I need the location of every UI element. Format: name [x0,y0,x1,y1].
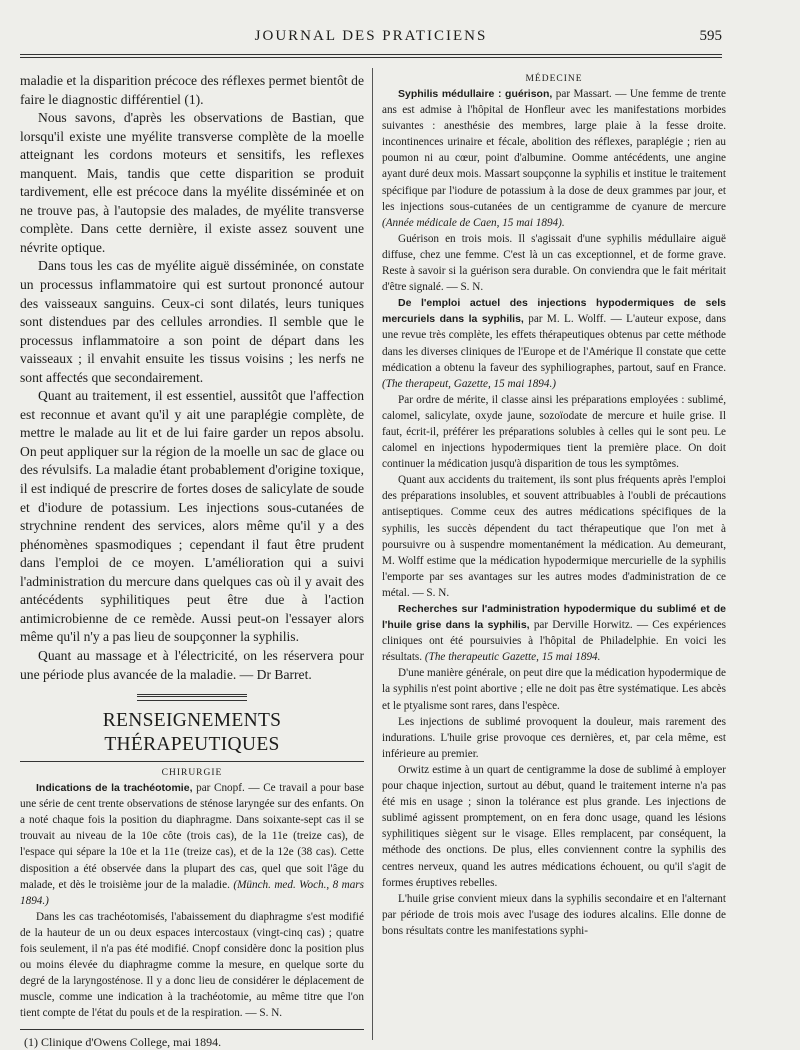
article-source: (The therapeut, Gazette, 15 mai 1894.) [382,377,557,390]
subsection-label: MÉDECINE [525,74,583,84]
article-paragraph: D'une manière générale, on peut dire que la médication hypodermique de la syphilis n'est point abortive ; elle ne doit pas être systématique. Les abcès et le ptyalisme sont rares, dans l'espèce. [382,667,726,712]
article-author: par Derville Horwitz. [533,619,633,632]
section-separator [137,694,247,701]
title-rule [20,761,364,762]
article-source: (The therapeutic Gazette, 15 mai 1894. [424,651,601,664]
right-column [382,72,726,939]
article-paragraph [382,601,726,665]
article-paragraph: Les injections de sublimé provoquent la douleur, mais rarement des indurations. L'huile grise provoque ces dernières, et, par cela même, est inférieure au premier. [382,715,726,760]
article-text: — Ce travail a pour base une série de cent trente observations de sténose laryngée sur des enfants. On a noté chaque fois la position du diaphragme. Dans soixante-sept cas il se trouvait au niveau de la 10e côte (trois cas), de la 11e (treize cas), de l'espace qui sépare la 10e et la 11e (treize cas), et de la 12e (38 cas). Cette disposition a été observée dans la plupart des cas, quel que soit l'âge du malade, et dès le troisième jour de la maladie. [20,782,365,891]
section-title: RENSEIGNEMENTS THÉRAPEUTIQUES [102,710,282,756]
article-tracheotomie [20,780,364,1021]
paragraph: Nous savons, d'après les observations de Bastian, que lorsqu'il existe une myélite transverse complète de la moelle atteignant les cordons moteurs et sensitifs, les reflexes manquent. Mais, tandis que cette disparition se produit tardivement, elle est précoce dans la myélite disséminée et on ne trouve pas, à l'autopsie des malades, de myélite transverse complète. Dans cette dernière, il existe assez souvent une névrite optique. [20,110,364,255]
article-paragraph [382,86,726,231]
article-paragraph: L'huile grise convient mieux dans la syphilis secondaire et en l'alternant par période de trois mois avec l'usage des iodures alcalins. Elle donne de bons résultats contre les manifestations syphi- [382,892,726,937]
article-runhead: De l'emploi actuel des injections hypodermiques de sels mercuriels dans la syphilis, [382,297,726,326]
article-paragraph: Dans les cas trachéotomisés, l'abaissement du diaphragme s'est modifié de la hauteur de un ou deux espaces intercostaux (vingt-cinq cas) ; quatre fois seulement, il n'a pas été modifié. Cnopf considère donc la position plus ou moins élevée du diaphragme comme la mesure, en quelque sorte du degré de la laryngosténose. Il y a donc lieu de considérer le déplacement de muscle, comme une indication à la trachéotomie, au même titre que l'on tient compte de l'état du pouls et de la respiration. — S. N. [20,910,364,1020]
article-paragraph [20,780,364,909]
article-runhead: Recherches sur l'administration hypodermique du sublimé et de l'huile grise dans la syphilis, [382,603,726,632]
article-author: par Massart. [555,88,612,100]
article-author: par Cnopf. [196,782,245,795]
article-source: (Année médicale de Caen, 15 mai 1894). [382,216,565,229]
column-divider [372,68,373,1040]
article-paragraph: Orwitz estime à un quart de centigramme la dose de sublimé à employer pour chaque injection, surtout au début, quand le traitement interne n'a pas été mis en usage ; sinon la tolérance est plus grande. Les injections de sublimé agissent promptement, on en fera donc usage, quand les lésions syphilitiques siègent sur le visage. Elles remplacent, par conséquent, la méthode des onctions. De plus, elles conviennent contre la syphilis des centres nerveux, quand les autres médications échouent, ou qu'il s'agit de formes éruptives rebelles. [382,763,726,889]
paragraph: Quant au traitement, il est essentiel, aussitôt que l'affection est reconnue et avant qu'il y ait une paraplégie complète, de mettre le malade au lit et de lui faire garder un repos absolu. On peut appliquer sur la région de la moelle un sac de glace ou des révulsifs. La maladie étant probablement d'origine toxique, il est indiqué de prescrire de fortes doses de salicylate de soude et d'iodure de potassium. Les injections sous-cutanées de strychnine rendent des services, alors même qu'il y a des phénomènes spasmodiques ; cependant il faut être prudent dans l'emploi de ce moyen. L'amélioration qui a suivi l'administration du mercure dans quelques cas où il y avait des antécédents syphilitiques peut être due à l'action antimicrobienne de ce remède. Aussi peut-on l'essayer alors même qu'il n'y a pas lieu de soupçonner la syphilis. [20,388,364,645]
page-header [20,28,722,50]
footnote: (1) Clinique d'Owens College, mai 1894. [24,1035,222,1050]
article-author: par M. L. Wolff. [528,313,607,326]
article-source: (Münch. med. Woch., 8 mars 1894.) [20,878,365,907]
paragraph: Quant au massage et à l'électricité, on les réservera pour une période plus avancée de la maladie. — Dr Barret. [20,647,364,682]
subsection-label: CHIRURGIE [161,768,223,779]
paragraph: Dans tous les cas de myélite aiguë disséminée, on constate un processus inflammatoire qui est surtout prononcé autour des vaisseaux sanguins. Ceux-ci sont dilatés, leurs tuniques sont distendues par des cellules arrondies. Il semble que le processus inflammatoire a son point de départ dans les vaisseaux ; il envahit ensuite les tissus voisins ; les nerfs ne sont affectés que secondairement. [20,258,364,385]
page-number: 595 [699,28,722,44]
article-paragraph [382,295,726,392]
article-paragraph: Guérison en trois mois. Il s'agissait d'une syphilis médullaire aiguë diffuse, chez une femme. C'est là un cas exceptionnel, et de forme grave. Reste à savoir si la guérison sera durable. On conviendra que le fait méritait d'être signalé. — S. N. [382,232,726,294]
article-runhead: Indications de la trachéotomie, [36,782,193,795]
journal-title: JOURNAL DES PRATICIENS [254,28,488,44]
header-rule [20,54,722,58]
article-paragraph: Par ordre de mérite, il classe ainsi les préparations employées : sublimé, calomel, salicylate, oxyde jaune, sozoïodate de mercure et huile grise. Il faut, écrit-il, préférer les préparations solubles à celles qui le sont peu. Le calomel en injections hypodermiques tient la première place. On doit continuer la médication jusqu'à disparition de tous les symptômes. [382,393,726,471]
left-column [20,72,364,1050]
article-runhead: Syphilis médullaire : guérison, [398,88,553,100]
footnote-rule [20,1029,364,1030]
article-text: — Ces expériences cliniques ont été poursuivies à l'hôpital de Philadelphie. En voici les résultats. [382,619,727,664]
article-text: — Une femme de trente ans est admise à l'hôpital de Honfleur avec les manifestations morbides suivantes : anesthésie des membres, large plaie à la fesse droite. incontinences urinaire et fécale, abolition des réflexes, paraplégie ; rien au poumon ni au cœur, point d'albumine. Oomme antécédents, une angine ayant duré deux mois. Massart soupçonne la syphilis et institue le traitement spécifique par l'iodure de potassium à la dose de deux grammes par jour, et les injections sous-cutanées de un centigramme de cyanure de mercure [382,88,726,213]
paragraph: maladie et la disparition précoce des réflexes permet bientôt de faire le diagnostic différentiel (1). [20,73,364,107]
article-paragraph: Quant aux accidents du traitement, ils sont plus fréquents après l'emploi des préparations insolubles, et souvent attribuables à l'oubli de précautions antiseptiques. Comme ceux des autres médications spécifiques de la syphilis, les succès dépendent du tact thérapeutique que l'on met à poursuivre ou à suspendre momentanément la médication. Au demeurant, M. Wolff estime que la médication hypodermique mercurielle de la syphilis l'emporte par ses avantages sur les autres modes d'administration de ce métal. — S. N. [382,474,726,599]
article-text: — L'auteur expose, dans une revue très complète, les effets thérapeutiques obtenus par cette méthode dans les diverses cliniques de l'Europe et de l'Amérique Il constate que cette médication a obtenu la faveur des syphiliographes, partout, sauf en France. [382,313,727,374]
